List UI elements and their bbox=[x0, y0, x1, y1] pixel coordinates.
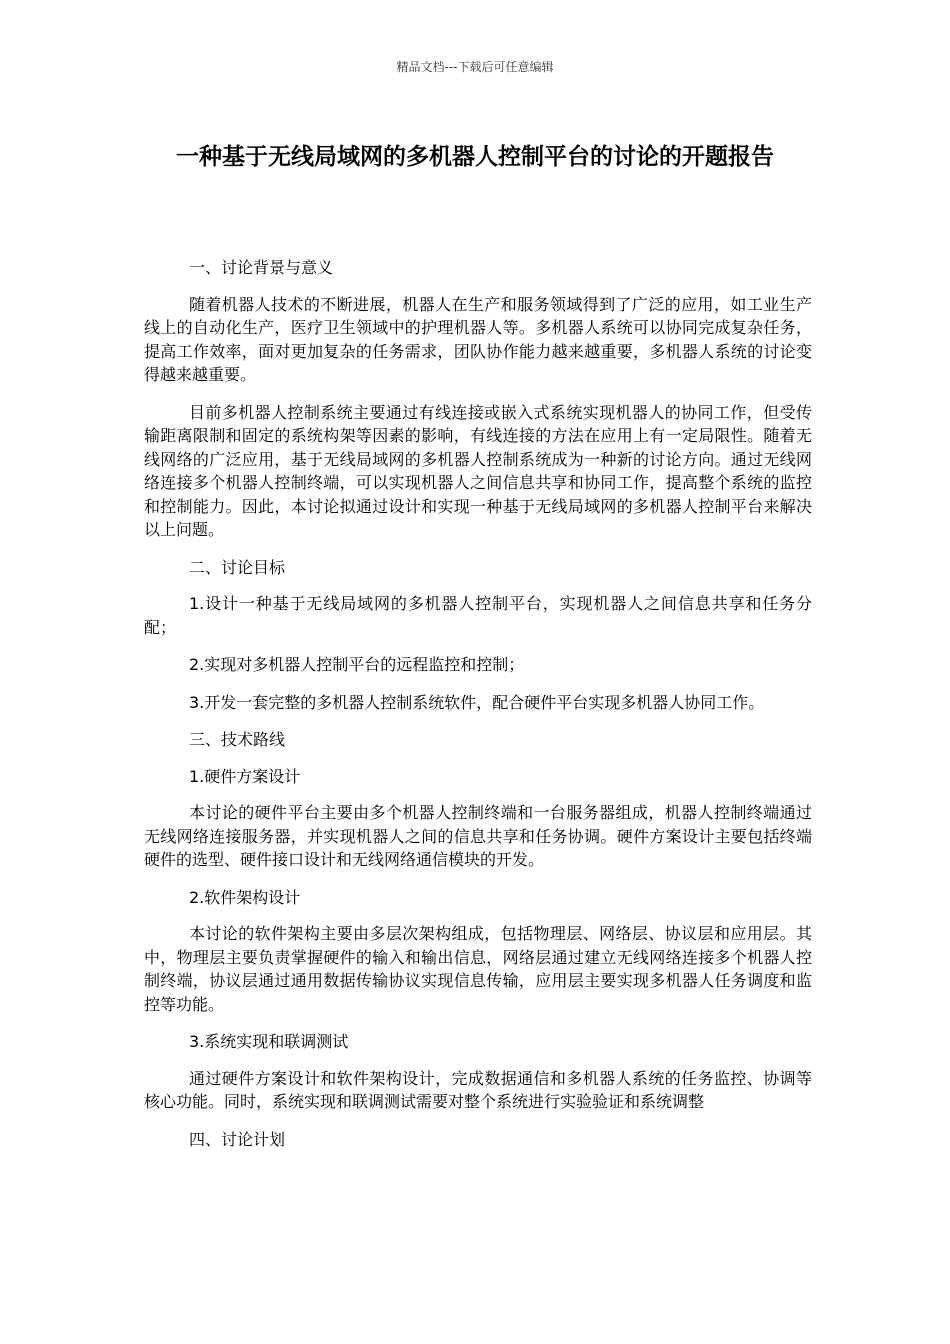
subsection-heading: 1.硬件方案设计 bbox=[189, 766, 301, 786]
document-body bbox=[144, 256, 812, 1164]
body-paragraph: 目前多机器人控制系统主要通过有线连接或嵌入式系统实现机器人的协同工作，但受传输距离限制和固定的系统构架等因素的影响，有线连接的方法在应用上有一定局限性。随着无线网络的广泛应用，基于无线局域网的多机器人控制系统成为一种新的讨论方向。通过无线网络连接多个机器人控制终端，可以实现机器人之间信息共享和协同工作，提高整个系统的监控和控制能力。因此，本讨论拟通过设计和实现一种基于无线局域网的多机器人控制平台来解决以上问题。 bbox=[144, 402, 812, 539]
section-heading: 一、讨论背景与意义 bbox=[189, 258, 334, 277]
body-paragraph: 随着机器人技术的不断进展，机器人在生产和服务领域得到了广泛的应用，如工业生产线上的自动化生产，医疗卫生领域中的护理机器人等。多机器人系统可以协同完成复杂任务，提高工作效率，面对更加复杂的任务需求，团队协作能力越来越重要，多机器人系统的讨论变得越来越重要。 bbox=[144, 294, 812, 384]
body-paragraph: 本讨论的硬件平台主要由多个机器人控制终端和一台服务器组成，机器人控制终端通过无线网络连接服务器，并实现机器人之间的信息共享和任务协调。硬件方案设计主要包括终端硬件的选型、硬件接口设计和无线网络通信模块的开发。 bbox=[144, 803, 812, 869]
subsection-heading: 3.系统实现和联调测试 bbox=[189, 1032, 349, 1051]
body-paragraph: 本讨论的软件架构主要由多层次架构组成，包括物理层、网络层、协议层和应用层。其中，物理层主要负责掌握硬件的输入和输出信息，网络层通过建立无线网络连接多个机器人控制终端，协议层通过通用数据传输协议实现信息传输，应用层主要实现多机器人任务调度和监控等功能。 bbox=[144, 924, 812, 1014]
header-note: 精品文档---下载后可任意编辑 bbox=[396, 60, 554, 74]
goal-item: 1.设计一种基于无线局域网的多机器人控制平台，实现机器人之间信息共享和任务分配； bbox=[144, 594, 812, 637]
section-heading: 三、技术路线 bbox=[189, 730, 286, 749]
section-heading: 二、讨论目标 bbox=[189, 557, 286, 577]
body-paragraph: 通过硬件方案设计和软件架构设计，完成数据通信和多机器人系统的任务监控、协调等核心功能。同时，系统实现和联调测试需要对整个系统进行实验验证和系统调整 bbox=[144, 1068, 812, 1111]
document-title: 一种基于无线局域网的多机器人控制平台的讨论的开题报告 bbox=[176, 144, 774, 170]
goal-item: 3.开发一套完整的多机器人控制系统软件，配合硬件平台实现多机器人协同工作。 bbox=[189, 692, 765, 712]
goal-item: 2.实现对多机器人控制平台的远程监控和控制； bbox=[189, 655, 525, 674]
subsection-heading: 2.软件架构设计 bbox=[189, 887, 301, 907]
section-heading: 四、讨论计划 bbox=[189, 1129, 286, 1149]
